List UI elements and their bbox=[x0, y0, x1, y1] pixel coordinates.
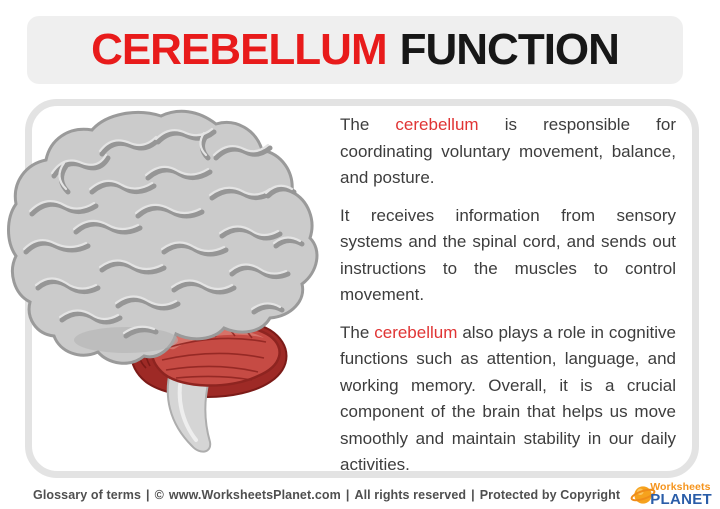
body-paragraph: It receives information from sensory systems and the spinal cord, and sends out instructions to the muscles to control movement. bbox=[340, 205, 676, 304]
worksheets-planet-logo bbox=[630, 482, 712, 508]
body-paragraph: The cerebellum is responsible for coordinating voluntary movement, balance, and posture. bbox=[340, 115, 676, 187]
body-paragraph: The cerebellum also plays a role in cognitive functions such as attention, language, and working memory. Overall, it is a crucial component of the brain that helps us move smoothly and maintain stability in our daily activities. bbox=[340, 322, 676, 474]
separator: | bbox=[345, 487, 350, 502]
footer-website: www.WorksheetsPlanet.com bbox=[168, 487, 341, 502]
separator: | bbox=[146, 487, 150, 502]
logo-worksheets-text: Worksheets bbox=[650, 481, 711, 494]
logo-planet-text: PLANET bbox=[650, 490, 712, 508]
description-text bbox=[340, 112, 676, 479]
copyright-icon: © bbox=[154, 487, 164, 502]
brain-illustration bbox=[6, 106, 340, 478]
title-banner bbox=[27, 16, 683, 84]
footer bbox=[0, 480, 720, 509]
footer-glossary-label: Glossary of terms bbox=[33, 487, 141, 502]
title-word-cerebellum: CEREBELLUM bbox=[91, 25, 387, 74]
separator: | bbox=[471, 487, 475, 502]
footer-protected-label: Protected by Copyright bbox=[479, 487, 621, 502]
title-word-function: FUNCTION bbox=[399, 25, 619, 74]
footer-rights-label: All rights reserved bbox=[354, 487, 467, 502]
